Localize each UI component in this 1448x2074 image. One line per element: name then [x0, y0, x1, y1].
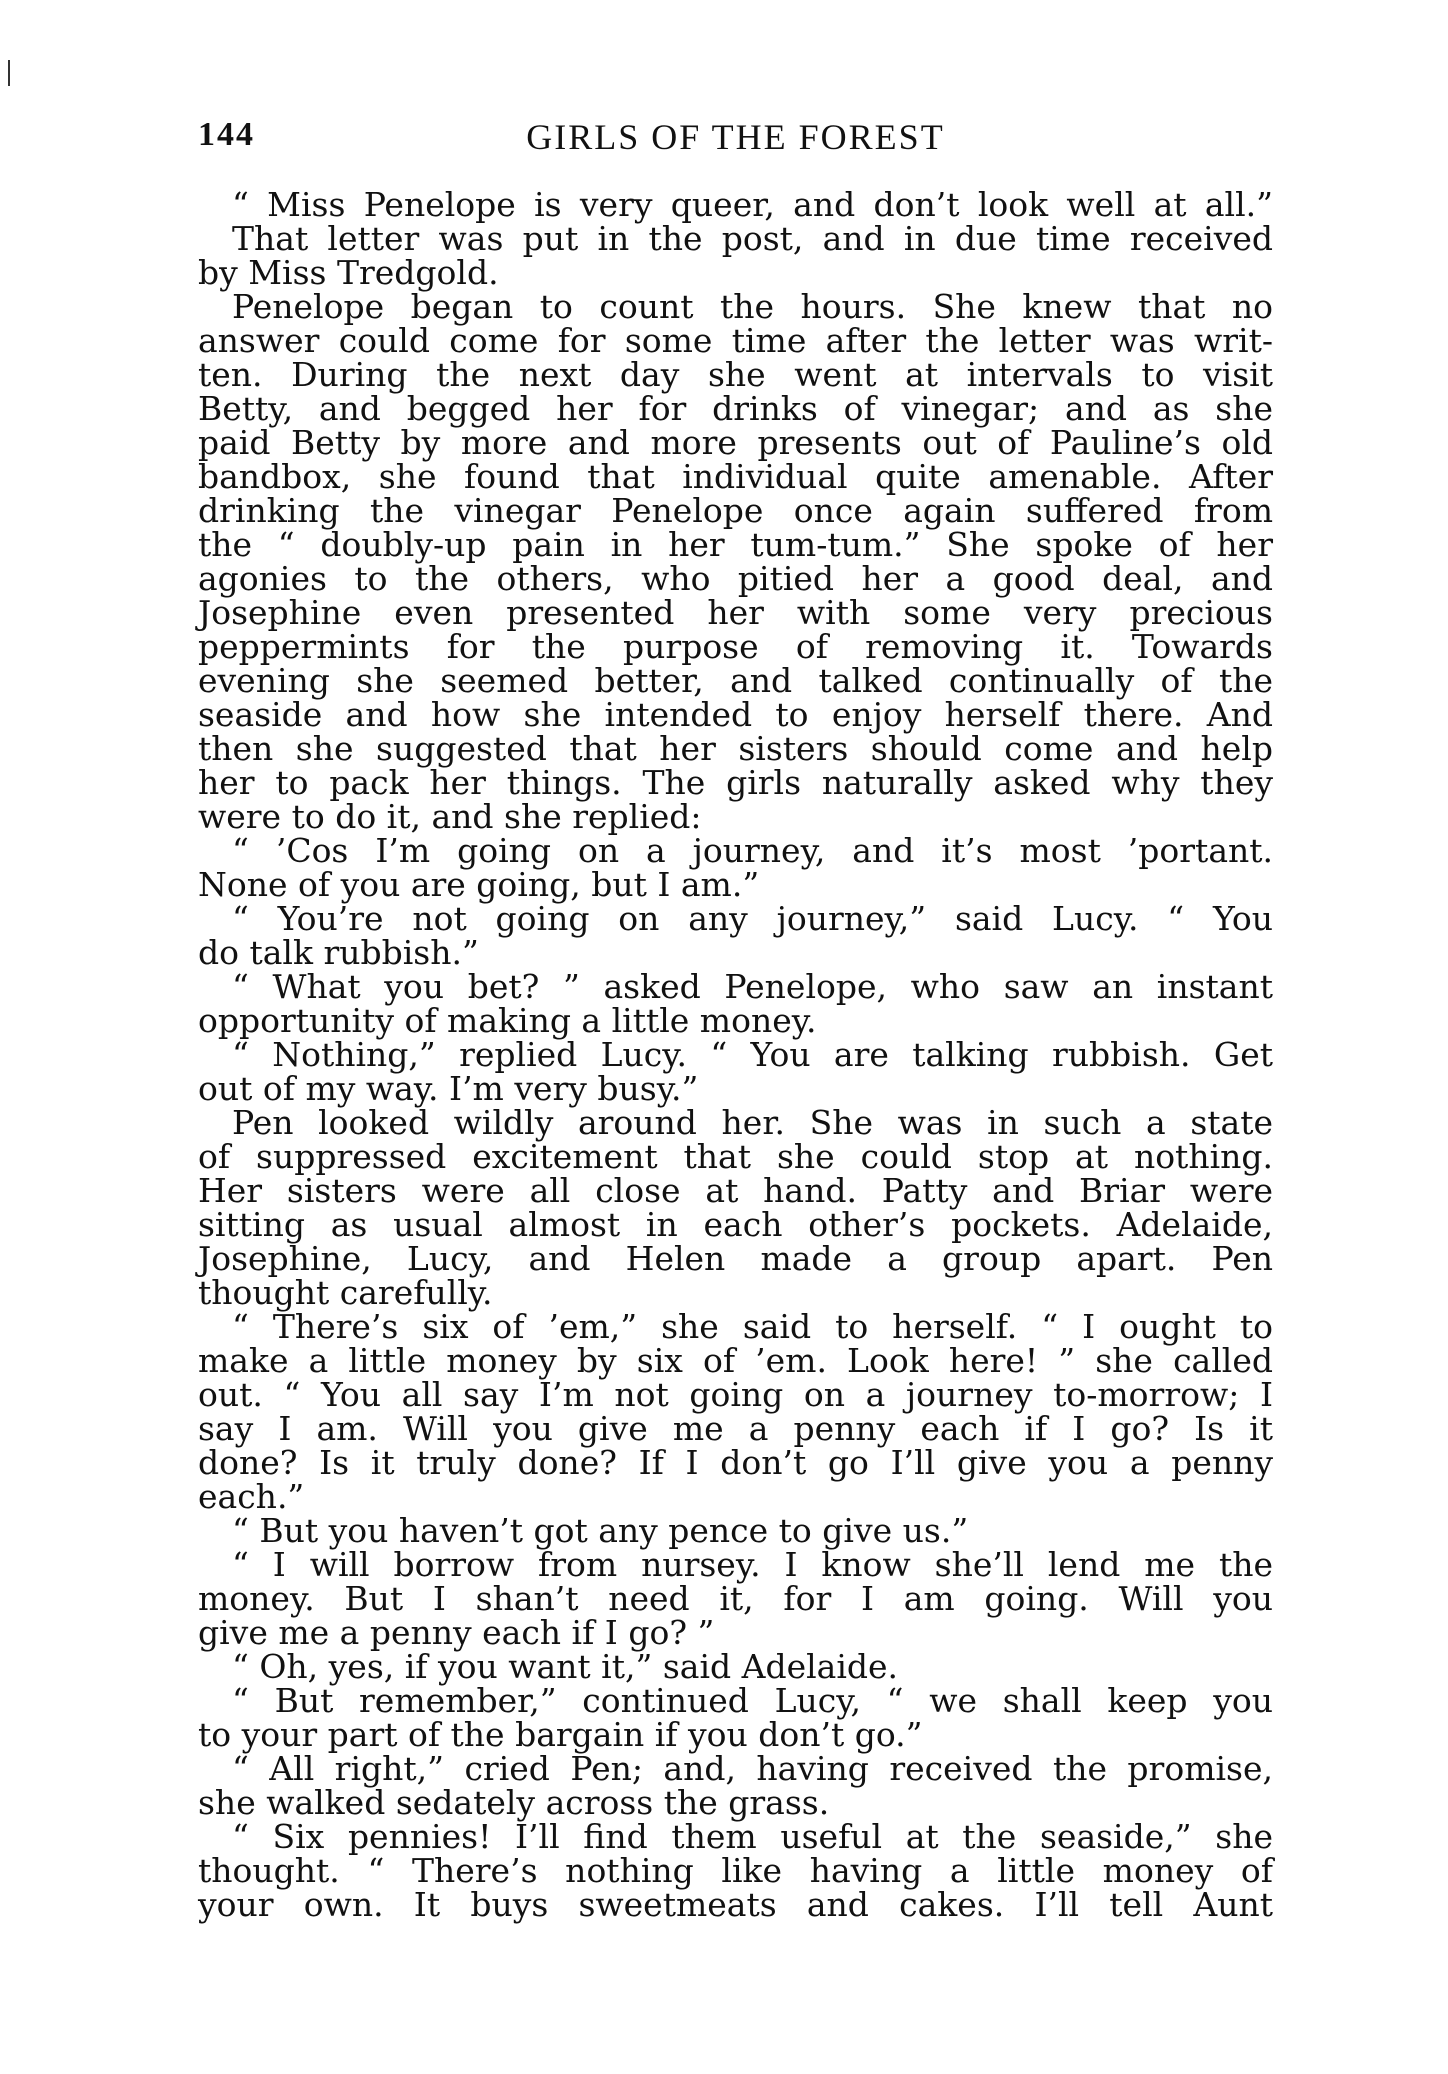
text-line: each.” — [198, 1477, 305, 1516]
text-line: make a little money by six of ’em. Look here! ” she called — [198, 1341, 1273, 1380]
text-line: Josephine even presented her with some very precious — [198, 593, 1273, 632]
text-line: Josephine, Lucy, and Helen made a group apart. Pen — [198, 1239, 1273, 1278]
page-number: 144 — [198, 116, 255, 153]
text-line: done? Is it truly done? If I don’t go I’ll give you a penny — [198, 1443, 1273, 1482]
text-line: thought carefully. — [198, 1273, 493, 1312]
text-line: “ ’Cos I’m going on a journey, and it’s most ’portant. — [232, 831, 1273, 870]
text-line: “ All right,” cried Pen; and, having received the promise, — [232, 1749, 1273, 1788]
text-line: “ Oh, yes, if you want it,” said Adelaide. — [232, 1647, 899, 1686]
text-line: bandbox, she found that individual quite amenable. After — [198, 457, 1273, 496]
text-line: she walked sedately across the grass. — [198, 1783, 830, 1822]
text-line: “ Miss Penelope is very queer, and don’t look well at all.” — [232, 185, 1273, 224]
text-line: drinking the vinegar Penelope once again suffered from — [198, 491, 1273, 530]
text-line: do talk rubbish.” — [198, 933, 479, 972]
text-line: give me a penny each if I go? ” — [198, 1613, 715, 1652]
text-line: “ But you haven’t got any pence to give us.” — [232, 1511, 969, 1550]
text-line: by Miss Tredgold. — [198, 253, 499, 292]
text-line: to your part of the bargain if you don’t go.” — [198, 1715, 923, 1754]
text-line: opportunity of making a little money. — [198, 1001, 817, 1040]
text-line: “ Six pennies! I’ll find them useful at the seaside,” she — [232, 1817, 1273, 1856]
text-line: peppermints for the purpose of removing it. Towards — [198, 627, 1273, 666]
text-line: “ What you bet? ” asked Penelope, who saw an instant — [232, 967, 1273, 1006]
text-line: were to do it, and she replied: — [198, 797, 702, 836]
text-line: That letter was put in the post, and in due time received — [232, 219, 1273, 258]
text-line: “ You’re not going on any journey,” said Lucy. “ You — [232, 899, 1273, 938]
margin-mark — [8, 60, 10, 86]
text-line: “ I will borrow from nursey. I know she’ll lend me the — [232, 1545, 1273, 1584]
text-line: “ Nothing,” replied Lucy. “ You are talking rubbish. Get — [232, 1035, 1273, 1074]
running-title: GIRLS OF THE FOREST — [526, 117, 945, 157]
text-line: Her sisters were all close at hand. Patty and Briar were — [198, 1171, 1273, 1210]
text-line: “ But remember,” continued Lucy, “ we shall keep you — [232, 1681, 1273, 1720]
text-line: out. “ You all say I’m not going on a journey to-morrow; I — [198, 1375, 1273, 1414]
text-line: None of you are going, but I am.” — [198, 865, 760, 904]
text-line: your own. It buys sweetmeats and cakes. I’ll tell Aunt — [198, 1885, 1273, 1924]
text-line: agonies to the others, who pitied her a good deal, and — [198, 559, 1273, 598]
text-line: thought. “ There’s nothing like having a little money of — [198, 1851, 1273, 1890]
text-line: Pen looked wildly around her. She was in such a state — [232, 1103, 1273, 1142]
text-line: Penelope began to count the hours. She knew that no — [232, 287, 1273, 326]
running-head — [198, 112, 1273, 162]
text-line: Betty, and begged her for drinks of vinegar; and as she — [198, 389, 1273, 428]
text-line: of suppressed excitement that she could stop at nothing. — [198, 1137, 1273, 1176]
text-line: seaside and how she intended to enjoy herself there. And — [198, 695, 1273, 734]
text-line: paid Betty by more and more presents out of Pauline’s old — [198, 423, 1273, 462]
text-line: “ There’s six of ’em,” she said to herself. “ I ought to — [232, 1307, 1273, 1346]
text-line: out of my way. I’m very busy.” — [198, 1069, 699, 1108]
body-text — [198, 185, 1273, 1924]
text-line: ten. During the next day she went at intervals to visit — [198, 355, 1273, 394]
text-line: say I am. Will you give me a penny each if I go? Is it — [198, 1409, 1273, 1448]
text-line: evening she seemed better, and talked continually of the — [198, 661, 1273, 700]
text-line: then she suggested that her sisters should come and help — [198, 729, 1273, 768]
text-line: her to pack her things. The girls naturally asked why they — [198, 763, 1273, 802]
text-line: sitting as usual almost in each other’s pockets. Adelaide, — [198, 1205, 1273, 1244]
text-line: answer could come for some time after the letter was writ- — [198, 321, 1273, 360]
text-line: money. But I shan’t need it, for I am going. Will you — [198, 1579, 1273, 1618]
text-line: the “ doubly-up pain in her tum-tum.” She spoke of her — [198, 525, 1273, 564]
